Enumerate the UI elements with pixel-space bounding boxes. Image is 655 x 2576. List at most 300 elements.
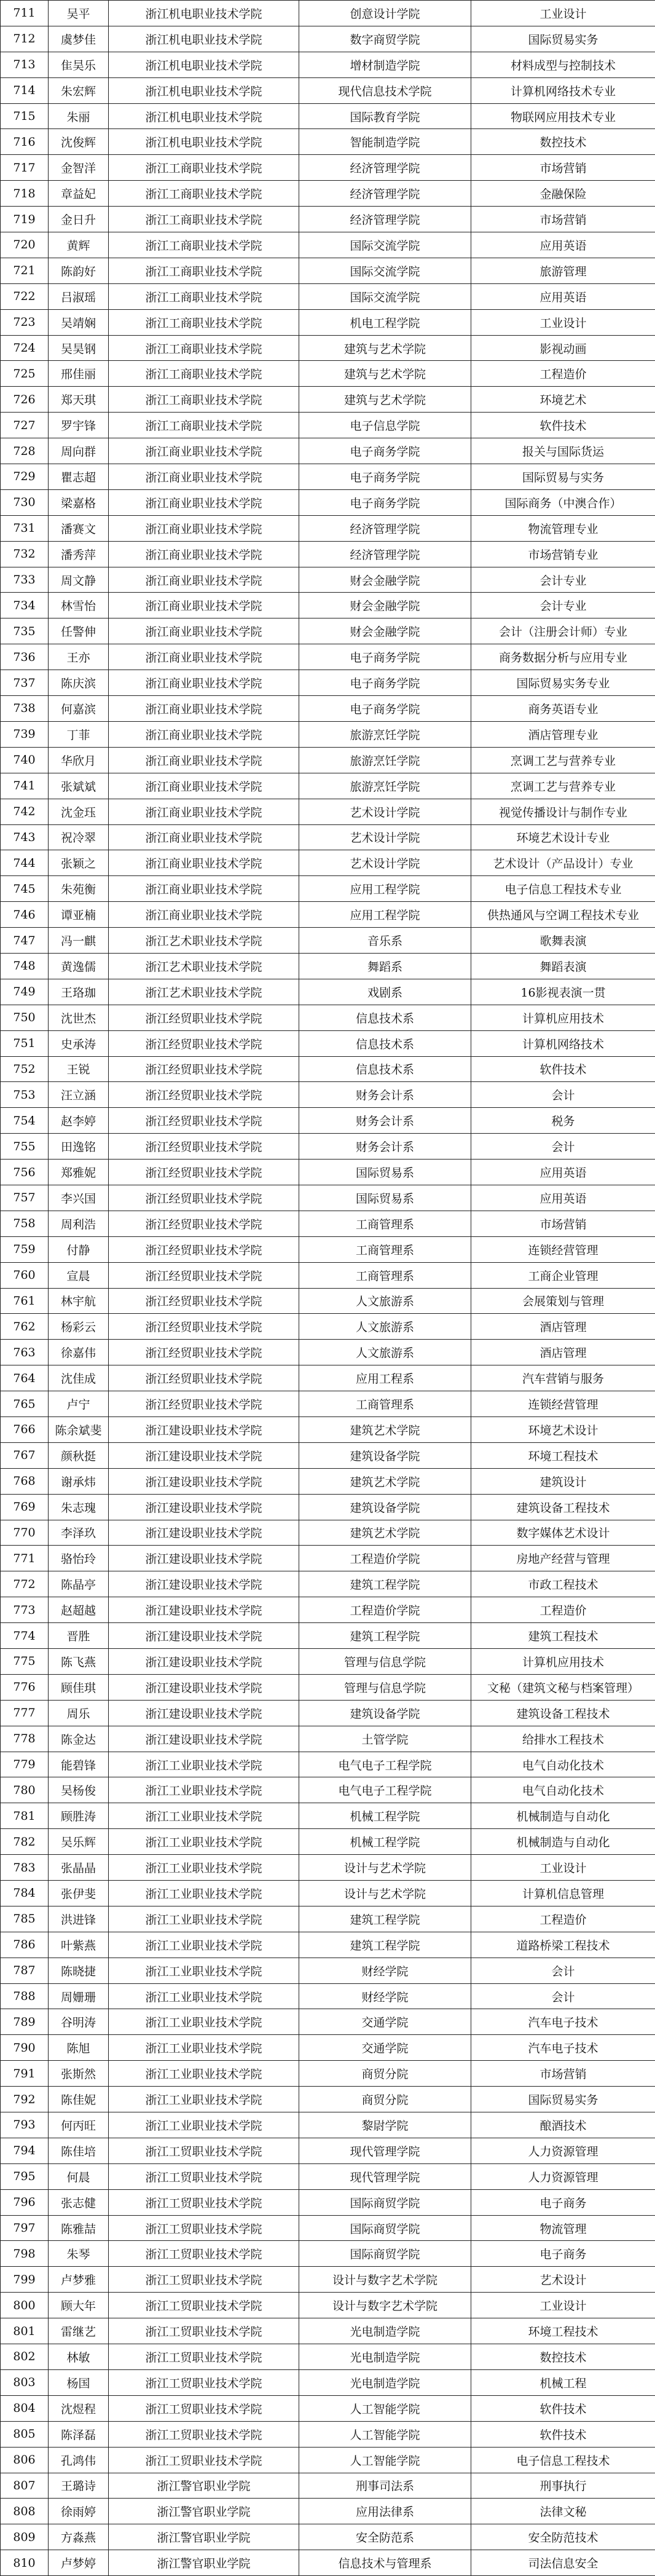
major-name: 机械制造与自动化 <box>471 1829 655 1855</box>
school-name: 浙江建设职业技术学院 <box>109 1468 299 1494</box>
table-row <box>1 2241 655 2267</box>
row-number: 722 <box>1 283 49 309</box>
department-name: 管理与信息学院 <box>299 1649 471 1675</box>
student-name: 瞿志超 <box>49 464 109 490</box>
student-name: 潘赛文 <box>49 515 109 541</box>
school-name: 浙江商业职业技术学院 <box>109 593 299 618</box>
department-name: 现代信息技术学院 <box>299 77 471 103</box>
school-name: 浙江商业职业技术学院 <box>109 567 299 593</box>
major-name: 国际商务（中澳合作） <box>471 489 655 515</box>
major-name: 商务英语专业 <box>471 696 655 722</box>
table-row <box>1 309 655 335</box>
department-name: 安全防范系 <box>299 2524 471 2550</box>
table-row <box>1 1211 655 1236</box>
student-name: 章益妃 <box>49 181 109 207</box>
table-row <box>1 1340 655 1365</box>
table-row <box>1 1906 655 1932</box>
row-number: 752 <box>1 1056 49 1082</box>
row-number: 781 <box>1 1803 49 1829</box>
table-row <box>1 799 655 824</box>
table-row <box>1 2267 655 2293</box>
student-name: 林敏 <box>49 2344 109 2370</box>
table-row <box>1 541 655 567</box>
table-row <box>1 1108 655 1134</box>
major-name: 会计 <box>471 1082 655 1108</box>
major-name: 刑事执行 <box>471 2473 655 2499</box>
table-row <box>1 2189 655 2215</box>
student-name: 张斌斌 <box>49 773 109 799</box>
major-name: 市场营销专业 <box>471 541 655 567</box>
department-name: 建筑艺术学院 <box>299 1416 471 1442</box>
student-name: 王锐 <box>49 1056 109 1082</box>
school-name: 浙江艺术职业技术学院 <box>109 953 299 979</box>
row-number: 721 <box>1 258 49 283</box>
student-name: 郑雅妮 <box>49 1160 109 1185</box>
table-row <box>1 567 655 593</box>
school-name: 浙江建设职业技术学院 <box>109 1649 299 1675</box>
student-name: 张颖之 <box>49 850 109 876</box>
major-name: 计算机网络技术专业 <box>471 77 655 103</box>
major-name: 建筑设备工程技术 <box>471 1494 655 1520</box>
row-number: 776 <box>1 1674 49 1700</box>
row-number: 783 <box>1 1855 49 1881</box>
department-name: 电子商务学院 <box>299 696 471 722</box>
department-name: 国际贸易系 <box>299 1185 471 1211</box>
department-name: 创意设计学院 <box>299 1 471 26</box>
table-row <box>1 1134 655 1160</box>
department-name: 旅游烹饪学院 <box>299 773 471 799</box>
school-name: 浙江商业职业技术学院 <box>109 541 299 567</box>
row-number: 711 <box>1 1 49 26</box>
department-name: 光电制造学院 <box>299 2318 471 2344</box>
school-name: 浙江工业职业技术学院 <box>109 1855 299 1881</box>
department-name: 建筑设备学院 <box>299 1442 471 1468</box>
major-name: 市场营销 <box>471 2061 655 2087</box>
school-name: 浙江艺术职业技术学院 <box>109 979 299 1005</box>
school-name: 浙江工业职业技术学院 <box>109 1932 299 1958</box>
student-name: 郑天琪 <box>49 387 109 413</box>
table-row <box>1 413 655 438</box>
school-name: 浙江工商职业技术学院 <box>109 387 299 413</box>
table-row <box>1 1520 655 1546</box>
table-row <box>1 1726 655 1752</box>
department-name: 财会金融学院 <box>299 567 471 593</box>
school-name: 浙江工业职业技术学院 <box>109 1752 299 1777</box>
table-row <box>1 1674 655 1700</box>
student-name: 何晨 <box>49 2163 109 2189</box>
major-name: 材料成型与控制技术 <box>471 52 655 77</box>
school-name: 浙江经贸职业技术学院 <box>109 1314 299 1340</box>
department-name: 国际贸易系 <box>299 1160 471 1185</box>
major-name: 汽车电子技术 <box>471 2009 655 2035</box>
row-number: 768 <box>1 1468 49 1494</box>
student-name: 史承涛 <box>49 1030 109 1056</box>
table-row <box>1 2293 655 2318</box>
department-name: 戏剧系 <box>299 979 471 1005</box>
row-number: 791 <box>1 2061 49 2087</box>
school-name: 浙江商业职业技术学院 <box>109 670 299 696</box>
school-name: 浙江工商职业技术学院 <box>109 155 299 181</box>
department-name: 人文旅游系 <box>299 1314 471 1340</box>
row-number: 775 <box>1 1649 49 1675</box>
row-number: 767 <box>1 1442 49 1468</box>
table-row <box>1 1700 655 1726</box>
table-row <box>1 1082 655 1108</box>
school-name: 浙江建设职业技术学院 <box>109 1442 299 1468</box>
table-row <box>1 1881 655 1906</box>
department-name: 财务会计系 <box>299 1082 471 1108</box>
table-row <box>1 2344 655 2370</box>
major-name: 歌舞表演 <box>471 928 655 954</box>
table-row <box>1 953 655 979</box>
major-name: 人力资源管理 <box>471 2138 655 2163</box>
major-name: 酿酒技术 <box>471 2112 655 2138</box>
department-name: 建筑设备学院 <box>299 1700 471 1726</box>
row-number: 729 <box>1 464 49 490</box>
school-name: 浙江工贸职业技术学院 <box>109 2421 299 2447</box>
major-name: 环境艺术设计 <box>471 1416 655 1442</box>
major-name: 计算机应用技术 <box>471 1649 655 1675</box>
student-name: 朱琴 <box>49 2241 109 2267</box>
student-name: 洪进锋 <box>49 1906 109 1932</box>
major-name: 税务 <box>471 1108 655 1134</box>
major-name: 给排水工程技术 <box>471 1726 655 1752</box>
table-row <box>1 1932 655 1958</box>
table-row <box>1 1391 655 1417</box>
department-name: 应用工程学院 <box>299 902 471 928</box>
student-name: 陈晶亭 <box>49 1571 109 1597</box>
row-number: 770 <box>1 1520 49 1546</box>
student-name: 周向群 <box>49 438 109 464</box>
major-name: 国际贸易实务 <box>471 26 655 52</box>
department-name: 电子商务学院 <box>299 644 471 670</box>
school-name: 浙江商业职业技术学院 <box>109 696 299 722</box>
school-name: 浙江经贸职业技术学院 <box>109 1391 299 1417</box>
school-name: 浙江工商职业技术学院 <box>109 232 299 258</box>
student-name: 王珞珈 <box>49 979 109 1005</box>
row-number: 757 <box>1 1185 49 1211</box>
department-name: 应用法律系 <box>299 2499 471 2524</box>
table-row <box>1 2524 655 2550</box>
student-name: 颜秋挺 <box>49 1442 109 1468</box>
table-row <box>1 438 655 464</box>
row-number: 713 <box>1 52 49 77</box>
student-name: 沈世杰 <box>49 1005 109 1030</box>
student-name: 金智洋 <box>49 155 109 181</box>
school-name: 浙江商业职业技术学院 <box>109 438 299 464</box>
major-name: 市场营销 <box>471 207 655 232</box>
table-row <box>1 1185 655 1211</box>
major-name: 数字媒体艺术设计 <box>471 1520 655 1546</box>
school-name: 浙江工贸职业技术学院 <box>109 2395 299 2421</box>
table-row <box>1 1468 655 1494</box>
school-name: 浙江警官职业学院 <box>109 2499 299 2524</box>
department-name: 舞蹈系 <box>299 953 471 979</box>
department-name: 艺术设计学院 <box>299 850 471 876</box>
major-name: 金融保险 <box>471 181 655 207</box>
table-row <box>1 1005 655 1030</box>
school-name: 浙江工业职业技术学院 <box>109 1958 299 1983</box>
school-name: 浙江商业职业技术学院 <box>109 464 299 490</box>
department-name: 人工智能学院 <box>299 2421 471 2447</box>
table-row <box>1 1803 655 1829</box>
table-row <box>1 593 655 618</box>
row-number: 774 <box>1 1623 49 1649</box>
school-name: 浙江工贸职业技术学院 <box>109 2163 299 2189</box>
school-name: 浙江商业职业技术学院 <box>109 747 299 773</box>
major-name: 安全防范技术 <box>471 2524 655 2550</box>
table-row <box>1 387 655 413</box>
student-name: 张晶晶 <box>49 1855 109 1881</box>
row-number: 766 <box>1 1416 49 1442</box>
row-number: 736 <box>1 644 49 670</box>
table-row <box>1 644 655 670</box>
major-name: 环境工程技术 <box>471 1442 655 1468</box>
school-name: 浙江工商职业技术学院 <box>109 207 299 232</box>
student-name: 陈韵好 <box>49 258 109 283</box>
row-number: 741 <box>1 773 49 799</box>
table-row <box>1 773 655 799</box>
table-row <box>1 2035 655 2061</box>
department-name: 建筑艺术学院 <box>299 1520 471 1546</box>
student-name: 骆怡玲 <box>49 1546 109 1571</box>
student-name: 孔鸿伟 <box>49 2447 109 2473</box>
student-name: 赵超越 <box>49 1597 109 1623</box>
major-name: 软件技术 <box>471 2421 655 2447</box>
row-number: 748 <box>1 953 49 979</box>
major-name: 建筑设备工程技术 <box>471 1700 655 1726</box>
major-name: 烹调工艺与营养专业 <box>471 773 655 799</box>
table-row <box>1 2215 655 2241</box>
department-name: 国际交流学院 <box>299 232 471 258</box>
table-row <box>1 283 655 309</box>
student-name: 周利浩 <box>49 1211 109 1236</box>
department-name: 经济管理学院 <box>299 515 471 541</box>
student-name: 华欣月 <box>49 747 109 773</box>
school-name: 浙江警官职业学院 <box>109 2524 299 2550</box>
row-number: 724 <box>1 335 49 361</box>
school-name: 浙江经贸职业技术学院 <box>109 1262 299 1288</box>
row-number: 789 <box>1 2009 49 2035</box>
row-number: 802 <box>1 2344 49 2370</box>
school-name: 浙江工业职业技术学院 <box>109 2009 299 2035</box>
school-name: 浙江工贸职业技术学院 <box>109 2293 299 2318</box>
department-name: 财务会计系 <box>299 1108 471 1134</box>
major-name: 物流管理专业 <box>471 515 655 541</box>
table-row <box>1 1829 655 1855</box>
department-name: 建筑工程学院 <box>299 1932 471 1958</box>
major-name: 会展策划与管理 <box>471 1288 655 1314</box>
student-name: 晋胜 <box>49 1623 109 1649</box>
school-name: 浙江商业职业技术学院 <box>109 489 299 515</box>
table-row <box>1 2369 655 2395</box>
table-row <box>1 129 655 155</box>
student-name: 叶紫燕 <box>49 1932 109 1958</box>
table-row <box>1 850 655 876</box>
department-name: 建筑与艺术学院 <box>299 387 471 413</box>
student-name: 陈佳培 <box>49 2138 109 2163</box>
school-name: 浙江经贸职业技术学院 <box>109 1108 299 1134</box>
major-name: 电子商务 <box>471 2241 655 2267</box>
row-number: 734 <box>1 593 49 618</box>
major-name: 环境艺术 <box>471 387 655 413</box>
row-number: 788 <box>1 1983 49 2009</box>
school-name: 浙江警官职业学院 <box>109 2473 299 2499</box>
table-row <box>1 1160 655 1185</box>
major-name: 环境工程技术 <box>471 2318 655 2344</box>
row-number: 712 <box>1 26 49 52</box>
major-name: 国际贸易与实务 <box>471 464 655 490</box>
row-number: 778 <box>1 1726 49 1752</box>
school-name: 浙江工商职业技术学院 <box>109 258 299 283</box>
major-name: 工业设计 <box>471 309 655 335</box>
major-name: 环境艺术设计专业 <box>471 824 655 850</box>
department-name: 财会金融学院 <box>299 593 471 618</box>
row-number: 740 <box>1 747 49 773</box>
major-name: 计算机应用技术 <box>471 1005 655 1030</box>
department-name: 信息技术系 <box>299 1030 471 1056</box>
major-name: 司法信息安全 <box>471 2550 655 2576</box>
school-name: 浙江商业职业技术学院 <box>109 618 299 644</box>
table-row <box>1 515 655 541</box>
school-name: 浙江工商职业技术学院 <box>109 283 299 309</box>
row-number: 755 <box>1 1134 49 1160</box>
school-name: 浙江工商职业技术学院 <box>109 181 299 207</box>
table-row <box>1 618 655 644</box>
school-name: 浙江商业职业技术学院 <box>109 902 299 928</box>
student-name: 能碧锋 <box>49 1752 109 1777</box>
department-name: 工商管理系 <box>299 1391 471 1417</box>
school-name: 浙江工业职业技术学院 <box>109 1777 299 1803</box>
student-name: 黄辉 <box>49 232 109 258</box>
department-name: 建筑设备学院 <box>299 1494 471 1520</box>
student-name: 黄逸儒 <box>49 953 109 979</box>
student-name: 吴靖娴 <box>49 309 109 335</box>
table-row <box>1 181 655 207</box>
school-name: 浙江机电职业技术学院 <box>109 1 299 26</box>
school-name: 浙江经贸职业技术学院 <box>109 1365 299 1391</box>
student-name: 李兴国 <box>49 1185 109 1211</box>
department-name: 财经学院 <box>299 1958 471 1983</box>
department-name: 黎尉学院 <box>299 2112 471 2138</box>
student-name: 徐雨婷 <box>49 2499 109 2524</box>
department-name: 经济管理学院 <box>299 541 471 567</box>
table-row <box>1 1777 655 1803</box>
row-number: 727 <box>1 413 49 438</box>
school-name: 浙江经贸职业技术学院 <box>109 1082 299 1108</box>
school-name: 浙江建设职业技术学院 <box>109 1623 299 1649</box>
school-name: 浙江建设职业技术学院 <box>109 1546 299 1571</box>
table-row <box>1 26 655 52</box>
student-name: 朱丽 <box>49 103 109 129</box>
department-name: 建筑工程学院 <box>299 1571 471 1597</box>
school-name: 浙江经贸职业技术学院 <box>109 1288 299 1314</box>
department-name: 设计与数字艺术学院 <box>299 2267 471 2293</box>
school-name: 浙江建设职业技术学院 <box>109 1571 299 1597</box>
student-name: 沈俊辉 <box>49 129 109 155</box>
student-name: 方淼燕 <box>49 2524 109 2550</box>
table-row <box>1 155 655 181</box>
student-name: 陈晓捷 <box>49 1958 109 1983</box>
school-name: 浙江工业职业技术学院 <box>109 2112 299 2138</box>
roster-body <box>1 1 655 2576</box>
department-name: 工程造价学院 <box>299 1597 471 1623</box>
school-name: 浙江机电职业技术学院 <box>109 129 299 155</box>
student-name: 陈泽磊 <box>49 2421 109 2447</box>
department-name: 管理与信息学院 <box>299 1674 471 1700</box>
department-name: 建筑工程学院 <box>299 1906 471 1932</box>
department-name: 商贸分院 <box>299 2061 471 2087</box>
row-number: 733 <box>1 567 49 593</box>
student-name: 任警伸 <box>49 618 109 644</box>
row-number: 760 <box>1 1262 49 1288</box>
department-name: 音乐系 <box>299 928 471 954</box>
student-name: 张斯然 <box>49 2061 109 2087</box>
department-name: 设计与艺术学院 <box>299 1881 471 1906</box>
row-number: 739 <box>1 721 49 747</box>
row-number: 723 <box>1 309 49 335</box>
major-name: 建筑工程技术 <box>471 1623 655 1649</box>
student-name: 谭亚楠 <box>49 902 109 928</box>
student-name: 谷明涛 <box>49 2009 109 2035</box>
student-name: 吴乐辉 <box>49 1829 109 1855</box>
department-name: 国际商贸学院 <box>299 2189 471 2215</box>
row-number: 763 <box>1 1340 49 1365</box>
school-name: 浙江建设职业技术学院 <box>109 1494 299 1520</box>
row-number: 786 <box>1 1932 49 1958</box>
table-row <box>1 77 655 103</box>
table-row <box>1 2112 655 2138</box>
student-name: 朱苑衡 <box>49 876 109 902</box>
student-name: 沈佳成 <box>49 1365 109 1391</box>
row-number: 717 <box>1 155 49 181</box>
student-name: 张志健 <box>49 2189 109 2215</box>
department-name: 商贸分院 <box>299 2087 471 2112</box>
major-name: 机械制造与自动化 <box>471 1803 655 1829</box>
school-name: 浙江工商职业技术学院 <box>109 413 299 438</box>
department-name: 电子商务学院 <box>299 464 471 490</box>
row-number: 749 <box>1 979 49 1005</box>
row-number: 735 <box>1 618 49 644</box>
table-row <box>1 1365 655 1391</box>
student-name: 虞梦佳 <box>49 26 109 52</box>
row-number: 714 <box>1 77 49 103</box>
row-number: 746 <box>1 902 49 928</box>
major-name: 电气自动化技术 <box>471 1777 655 1803</box>
student-name: 杨国 <box>49 2369 109 2395</box>
school-name: 浙江经贸职业技术学院 <box>109 1030 299 1056</box>
school-name: 浙江经贸职业技术学院 <box>109 1236 299 1262</box>
department-name: 智能制造学院 <box>299 129 471 155</box>
table-row <box>1 2087 655 2112</box>
row-number: 807 <box>1 2473 49 2499</box>
major-name: 工商企业管理 <box>471 1262 655 1288</box>
student-name: 徐嘉伟 <box>49 1340 109 1365</box>
table-row <box>1 2395 655 2421</box>
row-number: 810 <box>1 2550 49 2576</box>
major-name: 会计专业 <box>471 567 655 593</box>
table-row <box>1 52 655 77</box>
school-name: 浙江商业职业技术学院 <box>109 799 299 824</box>
table-row <box>1 2499 655 2524</box>
school-name: 浙江经贸职业技术学院 <box>109 1211 299 1236</box>
department-name: 艺术设计学院 <box>299 799 471 824</box>
student-name: 付静 <box>49 1236 109 1262</box>
department-name: 旅游烹饪学院 <box>299 747 471 773</box>
school-name: 浙江建设职业技术学院 <box>109 1416 299 1442</box>
student-name: 卢宁 <box>49 1391 109 1417</box>
school-name: 浙江工业职业技术学院 <box>109 2087 299 2112</box>
